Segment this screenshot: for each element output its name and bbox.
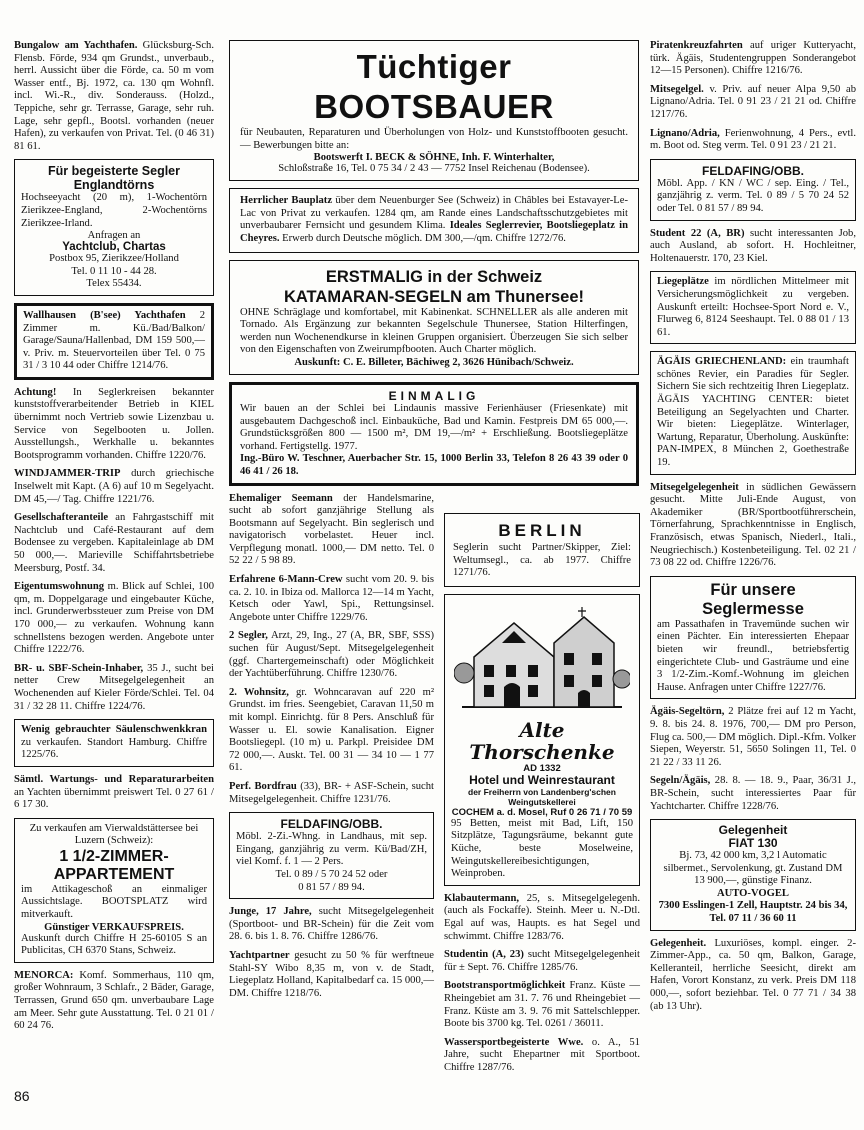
column-left [14, 40, 214, 1039]
ad-heading: EINMALIG [388, 388, 480, 403]
classified-ad: Ehemaliger Seemann der Handelsmarine, sucht ab sofort ganzjährige Stellung als Bootsmann auf Segelyacht. Bin seglerisch und navigatorisch vorbelastet. Heuer incl. Verpflegung monatl. 1000,— DM netto. Tel. 0 52 22 / 5 98 89. [229, 492, 434, 567]
hotel-ad [444, 594, 640, 886]
classified-ad-boxed [650, 819, 856, 931]
ad-text: im Attikageschoß an einmaliger Aussichtslage. BOOTSPLATZ wird mitverkauft. [21, 883, 207, 921]
classified-ad: BR- u. SBF-Schein-Inhaber, 35 J., sucht bei netter Crew Mitsegelgelegenheit an Wochenenden auf Kieler Förde/Schlei. Tel. 04 31 / 32 28 11. Chiffre 1224/76. [14, 662, 214, 712]
classified-ad: Wassersportbegeisterte Wwe. o. A., 51 Jahre, sucht Ehepartner mit Sportboot. Chiffre 1287/76. [444, 1036, 640, 1073]
classified-ad: Junge, 17 Jahre, sucht Mitsegelgelegenheit (Sportboot- und BR-Schein) für die Zeit vom 28. 6. bis 1. 8. 76. Chiffre 1286/76. [229, 906, 434, 943]
classified-ad-boxed: Wenig gebrauchter Säulenschwenkkran zu verkaufen. Standort Hamburg. Chiffre 1225/76. [14, 719, 214, 767]
ad-address: Schloßstraße 16, Tel. 0 75 34 / 2 43 — 7752 Insel Reichenau (Bodensee). [278, 163, 590, 175]
ad-heading: FELDAFING/OBB. [280, 817, 383, 832]
catamaran-ad [229, 260, 639, 375]
classified-ad-boxed [650, 576, 856, 700]
classified-ad: Erfahrene 6-Mann-Crew sucht vom 20. 9. bis ca. 2. 10. in Ibiza od. Mallorca 12—14 m Yacht, Ketsch oder Yawl, Spi., Rettungsinsel. Angebote unter Chiffre 1229/76. [229, 574, 434, 623]
classified-ad: Achtung! In Seglerkreisen bekannter kunststoffverarbeitender Betrieb in KIEL übernimmt noch Vertrieb sowie Lizenzbau u. Service von Segelbooten u. Jollen. Ausstellungsh., Werkhalle u. bekanntes Bootsprogramm vorhanden. Chiffre 1220/76. [14, 386, 214, 461]
hotel-location: COCHEM a. d. Mosel, Ruf 0 26 71 / 70 59 [451, 806, 633, 818]
page-number: 86 [14, 1088, 30, 1104]
classified-ad: Gesellschafteranteile an Fahrgastschiff mit Nachtclub und Café-Restaurant auf dem Bodensee zu vergeben. Kapitaleinlage ab DM 50 000,—. Marieville Schiffahrtsbetriebe Meersburg, Postf. 34. [14, 512, 214, 574]
ad-text: Wir bauen an der Schlei bei Lindaunis massive Ferienhäuser (Friesenkate) mit ausgebautem Dachgeschoß incl. Einbauküche, Bad und Kamin. Festpreis DM 65 000,—. Grundstücksgrößen 800 — 1500 m², DM 19,—/m² + Erschließung. Bootsliegeplätze vorhand. Fertigstellg. 1977. [240, 402, 628, 452]
classified-ad-boxed [650, 159, 856, 221]
classified-ad: Sämtl. Wartungs- und Reparaturarbeiten an Yachten übernimmt preiswert Tel. 0 27 61 / 6 17 30. [14, 773, 214, 811]
ad-heading: FELDAFING/OBB. [702, 163, 804, 178]
ad-contact: Anfragen an [87, 230, 141, 242]
classified-ad: Bootstransportmöglichkeit Franz. Küste — Rheingebiet am 31. 7. 76 und Rheingebiet — Franz. Küste am 3. 9. 76 mit Sattelschlepper. Boote bis 3700 kg. Tel. 0261 / 36011. [444, 980, 640, 1030]
ad-contact: Auskunft: C. E. Billeter, Bächiweg 2, 3626 Hünibach/Schweiz. [294, 356, 574, 368]
hotel-type: Hotel und Weinrestaurant [469, 772, 615, 787]
classified-ad: MENORCA: Komf. Sommerhaus, 110 qm, großer Wohnraum, 3 Schlafr., 2 Bäder, Garage, Terrassen, Grund 650 qm. unverbaubare Lage am Meer. Sehr gute Ausstattung. Tel. 0 21 01 / 60 24 76. [14, 969, 214, 1032]
ad-heading: Tüchtiger BOOTSBAUER [314, 48, 554, 125]
classified-ad-boxed: ÄGÄIS GRIECHENLAND: ein traumhaft schönes Revier, ein Paradies für Segler. Sichern Sie sich rechtzeitig Ihren Liegeplatz. ÄGÄIS YACHTING CENTER: bietet Beteiligung an Segelyachten und Charter. Wir bieten: Liegeplätze. Winterlager, Wartung, Reparatur, Überholung. Auskünfte: PAN-IMPEX, 8 München 2, Goethestraße 19. [650, 351, 856, 474]
ad-heading: Gelegenheit FIAT 130 [718, 823, 788, 851]
ad-text: Möbl. App. / KN / WC / sep. Eing. / Tel., ganzjährig z. verm. Tel. 0 89 / 5 70 24 52 oder Tel. 0 81 57 / 89 94. [657, 177, 849, 214]
classified-ad-boxed [14, 818, 214, 963]
apartment-ad-boxed [229, 812, 434, 899]
classified-ad: Lignano/Adria, Ferienwohnung, 4 Pers., evtl. m. Boot od. Steg verm. Tel. 0 91 23 / 21 21. [650, 127, 856, 152]
column-center-left-stack [229, 493, 434, 1001]
ad-firm: Bootswerft I. BECK & SÖHNE, Inh. F. Winterhalter, [313, 152, 555, 164]
ad-heading: Für unsere Seglermesse [702, 580, 804, 618]
classified-ad: WINDJAMMER-TRIP durch griechische Inselwelt mit Kapt. (A 6) auf 10 m Segelyacht. DM 45,—/ Tag. Chiffre 1221/76. [14, 468, 214, 505]
ad-text: OHNE Schräglage und komfortabel, mit Kabinenkat. SCHNELLER als alle anderen mit Tornado. Als Ergänzung zur bekannten Segelschule Thunersee, Station Hilterfingen, werden nun Wochenendkurse in kleinen Gruppen organisiert. Überzeugen Sie sich selber von den Eigenschaften von Zweirumpfbooten. Auch Charter möglich. [240, 306, 628, 356]
classified-ad: Piratenkreuzfahrten auf uriger Kutteryacht, türk. Ägäis, Studentengruppen Sonderangebot 12—15 Personen). Chiffre 1216/76. [650, 40, 856, 77]
classified-ad: Yachtpartner gesucht zu 50 % für werftneue Stahl-SY Wibo 8,35 m, von v. de Stadt, Liegeplatz Holland, Kapitalbedarf ca. 15 000,— DM. Chiffre 1218/76. [229, 949, 434, 999]
ad-phone: Tel. 0 89 / 5 70 24 52 oder 0 81 57 / 89 94. [275, 868, 388, 893]
ad-contact: Auskunft durch Chiffre H 25-60105 S an Publicitas, CH 6370 Stans, Schweiz. [21, 932, 207, 957]
classified-ad: Bungalow am Yachthafen. Glücksburg-Sch. Flensb. Förde, 934 qm Grundst., unverbaub., herrl. Aussicht über die Förde, ca. 50 m vom Wasser entf., Bj. 1972, ca. 130 qm Wohnfl. incl. Wi.-R., div. Sonderauss. (Holzd., Teppiche, sehr gr. Terrasse, Garage, sehr ruh. Lage, sehr gepfl., Bootsl. vorhanden (neuer Hafen), zu verkaufen von Privat. Tel. (0 46 31) 81 61. [14, 40, 214, 152]
classified-ad-boxed: Liegeplätze im nördlichen Mittelmeer mit Versicherungsmöglichkeit zu vergeben. Auskunft erteilt: Hochsee-Sport Nord e. V., Flurweg 6, 8124 Seeshaupt. Tel. 0 88 01 / 13 61. [650, 271, 856, 344]
ad-heading: BERLIN [498, 521, 586, 540]
hotel-building-illustration [454, 603, 630, 715]
classified-ad: Segeln/Ägäis, 28. 8. — 18. 9., Paar, 36/31 J., BR-Schein, sucht interessiertes Paar für Yachtcharter. Chiffre 1228/76. [650, 775, 856, 812]
ad-text: Bj. 73, 42 000 km, 3,2 l Automatic silbermet., Servolenkung, gt. Zustand DM 13 900,—, günstige Finanz. [663, 850, 843, 887]
classified-ad: Studentin (A, 23) sucht Mitsegelgelegenheit für ± Sept. 76. Chiffre 1285/76. [444, 949, 640, 973]
classified-ad: Mitsegelgel. v. Priv. auf neuer Alpa 9,50 ab Lignano/Adria. Tel. 0 91 23 / 21 21 od. Chiffre 1217/76. [650, 83, 856, 120]
berlin-ad [444, 513, 640, 587]
ad-heading: ERSTMALIG in der Schweiz KATAMARAN-SEGELN am Thunersee! [283, 267, 585, 306]
classified-ad: Ägäis-Segeltörn, 2 Plätze frei auf 12 m Yacht, 9. 8. bis 24. 8. 1976, 700,— DM pro Person, Flug ca. 500,— DM möglich. Dipl.-Kfm. Volker Siepen, Weyerstr. 51, 5650 Solingen 11, Tel. 0 21 22 / 33 11 26. [650, 706, 856, 768]
hotel-owner: der Freiherrn von Landenberg'schen Weingutskellerei [468, 786, 616, 807]
ad-text: Möbl. 2-Zi.-Whng. in Landhaus, mit sep. Eingang, ganzjährig zu verm. Kü/Bad/ZH, viel Komf. f. 1 — 2 Pers. [236, 831, 427, 868]
building-plot-ad: Herrlicher Bauplatz über dem Neuenburger See (Schweiz) in Châbles bei Estavayer-Le-Lac von Privat zu verkaufen. 1284 qm, am Rande eines Landschaftsschutzgebietes mit unverbaubarer Fernsicht und gesundem Klima. Ideales Seglerrevier, Bootsliegeplatz in Cheyres. Erwerb durch Deutsche möglich. DM 300,—/qm. Chiffre 1272/76. [229, 188, 639, 252]
classified-ad: Klabautermann, 25, s. Mitsegelgelegenh. (auch als Fockaffe). Steinh. Meer u. N.-Dtl. Egal auf was, Haupts. es hat Segel und schwimmt. Chiffre 1283/76. [444, 892, 640, 942]
ad-heading: 1 1/2-ZIMMER- APPARTEMENT [53, 847, 175, 883]
ad-text: 95 Betten, meist mit Bad, Lift, 150 Sitzplätze, Tagungsräume, bekannt gute Küche, beste Moselweine, Weingutskellereibesichtigungen, Weinproben. [451, 817, 633, 880]
ad-text: Hochseeyacht (20 m), 1-Wochentörn Zierikzee-England, 2-Wochentörns Zierikzee-Irland. [21, 192, 207, 229]
holiday-house-ad [229, 382, 639, 486]
classified-ad: Student 22 (A, BR) sucht interessanten Job, auch Ausland, ab sofort. H. Hochleitner, Holtenauerstr. 170, 23 Kiel. [650, 227, 856, 264]
ad-text: Seglerin sucht Partner/Skipper, Ziel: Weltumsegl., ca. ab 1977. Chiffre 1271/76. [453, 542, 631, 579]
ad-contact: Ing.-Büro W. Teschner, Auerbacher Str. 15, 1000 Berlin 33, Telefon 8 26 43 39 oder 0 46 41 / 26 18. [240, 453, 628, 477]
ad-text: für Neubauten, Reparaturen und Überholungen von Holz- und Kunststoffbooten gesucht. — Bewerbungen bitte an: [240, 127, 628, 151]
boatbuilder-ad [229, 40, 639, 181]
classified-ad: Eigentumswohnung m. Blick auf Schlei, 100 qm, m. Doppelgarage und eingebauter Küche, incl. Grunderwerbssteuer zum Preise von DM 170 000,— zu verkaufen. Wohnung kann schnellstens bezogen werden. Angebote unter Chiffre 1222/76. [14, 581, 214, 656]
classified-ad: 2. Wohnsitz, gr. Wohncaravan auf 220 m² Grundst. im fries. Seengebiet, Caravan 11,50 m mit kompl. Einrichtg. für 8 Pers. Anschluß für Wasser u. El. sowie Kanalisation. Eigner Bootsliegepl. (10 m) u. Parkpl. Preisidee DM 72 000,—. Auskt. Tel. 00 31 — 34 10 — 1 77 61. [229, 686, 434, 774]
classified-ad: 2 Segler, Arzt, 29, Ing., 27 (A, BR, SBF, SSS) suchen für August/Sept. Mitsegelgelegenheit (ggf. Chartergemeinschaft) oder Möglichkeit der Yachtüberführung. Chiffre 1230/76. [229, 630, 434, 680]
classified-ad-boxed: Wallhausen (B'see) Yachthafen 2 Zimmer m. Kü./Bad/Balkon/ Garage/Sauna/Hallenbad, DM 159 500,— v. Priv. m. Steuervorteilen über Tel. 0 75 31 / 3 10 44 oder Chiffre 1214/76. [14, 303, 214, 380]
hotel-name: Alte Thorschenke [469, 717, 615, 764]
classified-ad: Gelegenheit. Luxuriöses, kompl. einger. 2-Zimmer-App., ca. 50 qm, Balkon, Garage, Kelleranteil, herrliche Seesicht, direkt am Hafen, Vorort Konstanz, zu verk. Preis DM 118 000,—, sofort beziehbar. Tel. 0 77 71 / 34 38 (ab 13 Uhr). [650, 937, 856, 1012]
ad-price-note: Günstiger VERKAUFSPREIS. [44, 921, 184, 933]
classified-ad: Mitsegelgelegenheit in südlichen Gewässern gesucht. Mitte Juli-Ende August, von Akademiker (BR/Sportbootführerschein, Törnerfahrung, Sprachkenntnisse in Englisch, Französisch, etwas Spanisch, Niederl., Itali., Neugriechisch.) Kostenbeteiligung. Tel. 02 21 / 73 08 22 od. Chiffre 1226/76. [650, 481, 856, 569]
classified-ad: Perf. Bordfrau (33), BR- + ASF-Schein, sucht Mitsegelgelegenheit. Chiffre 1231/76. [229, 780, 434, 805]
column-right [650, 40, 856, 1019]
ad-text: am Passathafen in Travemünde suchen wir einen Pächter. Ein interessierten Ehepaar bieten wir freundl., betriebsfertig eingerichtete Club- und Gasträume und eine 3 1/2-Zim.-Komf.-Wohnung im gleichen Hause. Anfragen unter Chiffre 1227/76. [657, 618, 849, 693]
ad-organisation: Yachtclub, Chartas [62, 241, 166, 254]
ad-contact: AUTO-VOGEL 7300 Esslingen-1 Zell, Hauptstr. 24 bis 34, Tel. 07 11 / 36 60 11 [658, 887, 848, 925]
ad-address: Postbox 95, Zierikzee/Holland Tel. 0 11 10 - 44 28. Telex 55434. [49, 253, 179, 290]
ad-intro: Zu verkaufen am Vierwaldstättersee bei Luzern (Schweiz): [29, 822, 199, 847]
classified-ad-boxed [14, 159, 214, 296]
hotel-year: AD 1332 [523, 762, 561, 774]
ad-heading: Für begeisterte Segler Englandtörns [48, 164, 180, 193]
column-center-right-stack [444, 513, 640, 1080]
